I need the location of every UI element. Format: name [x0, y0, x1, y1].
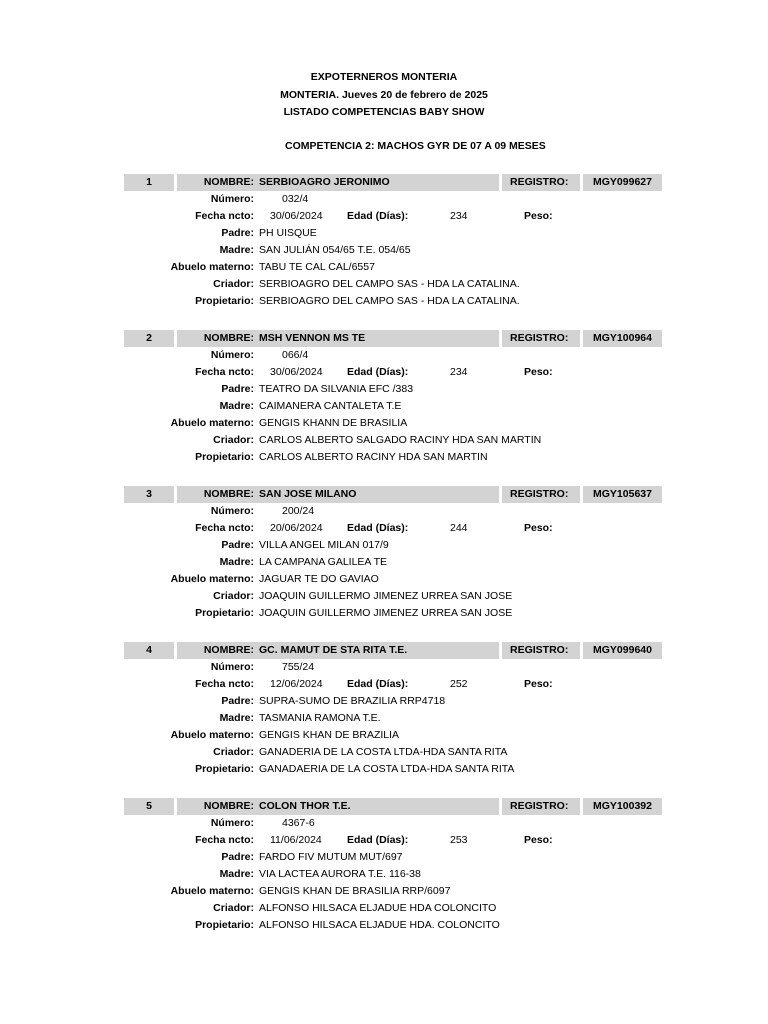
madre-label: Madre: [219, 868, 254, 880]
peso-label: Peso: [524, 366, 553, 378]
criador-value: ALFONSO HILSACA ELJADUE HDA COLONCITO [259, 902, 497, 914]
criador-value: CARLOS ALBERTO SALGADO RACINY HDA SAN MARTIN [259, 434, 542, 446]
entry-name-bar [177, 642, 499, 659]
animal-name: SAN JOSE MILANO [259, 488, 357, 500]
animal-entry [0, 330, 768, 480]
madre-label: Madre: [219, 712, 254, 724]
padre-row [0, 225, 768, 242]
registro-code: MGY099640 [583, 642, 662, 659]
madre-value: SAN JULIÁN 054/65 T.E. 054/65 [259, 244, 411, 256]
entry-number: 3 [124, 486, 174, 503]
fecha-value: 20/06/2024 [270, 522, 323, 534]
edad-label: Edad (Días): [347, 834, 409, 846]
criador-row [0, 744, 768, 761]
peso-label: Peso: [524, 210, 553, 222]
padre-row [0, 849, 768, 866]
criador-value: JOAQUIN GUILLERMO JIMENEZ URREA SAN JOSE [259, 590, 513, 602]
edad-value: 244 [450, 522, 468, 534]
abuelo-row [0, 883, 768, 900]
registro-label-cell [502, 642, 580, 659]
padre-label: Padre: [221, 383, 254, 395]
padre-value: VILLA ANGEL MILAN 017/9 [259, 539, 389, 551]
fecha-row [0, 364, 768, 381]
propietario-value: CARLOS ALBERTO RACINY HDA SAN MARTIN [259, 451, 488, 463]
fecha-label: Fecha ncto: [195, 834, 254, 846]
abuelo-label: Abuelo materno: [170, 885, 254, 897]
numero-value: 4367-6 [282, 817, 315, 829]
numero-value: 200/24 [282, 505, 315, 517]
registro-label: REGISTRO: [510, 176, 569, 188]
padre-label: Padre: [221, 851, 254, 863]
animal-entry [0, 486, 768, 636]
fecha-value: 30/06/2024 [270, 366, 323, 378]
propietario-label: Propietario: [195, 763, 254, 775]
entry-name-bar [177, 174, 499, 191]
animal-entry [0, 642, 768, 792]
nombre-label: NOMBRE: [203, 488, 254, 500]
fecha-row [0, 832, 768, 849]
numero-label: Número: [210, 817, 254, 829]
registro-code: MGY100964 [583, 330, 662, 347]
abuelo-value: GENGIS KHAN DE BRAZILIA [259, 729, 400, 741]
criador-label: Criador: [213, 902, 254, 914]
criador-label: Criador: [213, 746, 254, 758]
fecha-label: Fecha ncto: [195, 522, 254, 534]
padre-value: SUPRA-SUMO DE BRAZILIA RRP4718 [259, 695, 446, 707]
abuelo-row [0, 727, 768, 744]
registro-code: MGY105637 [583, 486, 662, 503]
propietario-row [0, 449, 768, 466]
propietario-label: Propietario: [195, 919, 254, 931]
fecha-value: 12/06/2024 [270, 678, 323, 690]
fecha-row [0, 520, 768, 537]
padre-row [0, 381, 768, 398]
peso-label: Peso: [524, 678, 553, 690]
padre-row [0, 537, 768, 554]
propietario-row [0, 761, 768, 778]
madre-label: Madre: [219, 556, 254, 568]
abuelo-value: GENGIS KHAN DE BRASILIA RRP/6097 [259, 885, 451, 897]
registro-label: REGISTRO: [510, 800, 569, 812]
edad-label: Edad (Días): [347, 366, 409, 378]
padre-label: Padre: [221, 695, 254, 707]
criador-row [0, 432, 768, 449]
padre-value: TEATRO DA SILVANIA EFC /383 [259, 383, 414, 395]
madre-value: CAIMANERA CANTALETA T.E [259, 400, 402, 412]
entry-number: 4 [124, 642, 174, 659]
numero-label: Número: [210, 349, 254, 361]
propietario-label: Propietario: [195, 607, 254, 619]
competition-title: COMPETENCIA 2: MACHOS GYR DE 07 A 09 MESES [285, 140, 546, 152]
propietario-row [0, 605, 768, 622]
abuelo-label: Abuelo materno: [170, 729, 254, 741]
peso-label: Peso: [524, 522, 553, 534]
fecha-label: Fecha ncto: [195, 678, 254, 690]
edad-value: 252 [450, 678, 468, 690]
madre-row [0, 710, 768, 727]
propietario-value: GANADAERIA DE LA COSTA LTDA-HDA SANTA RITA [259, 763, 515, 775]
padre-label: Padre: [221, 539, 254, 551]
madre-label: Madre: [219, 400, 254, 412]
registro-label-cell [502, 330, 580, 347]
madre-value: TASMANIA RAMONA T.E. [259, 712, 381, 724]
animal-name: COLON THOR T.E. [259, 800, 351, 812]
registro-code: MGY099627 [583, 174, 662, 191]
padre-value: PH UISQUE [259, 227, 317, 239]
abuelo-label: Abuelo materno: [170, 573, 254, 585]
entry-name-bar [177, 798, 499, 815]
edad-value: 253 [450, 834, 468, 846]
propietario-row [0, 917, 768, 934]
numero-row [0, 503, 768, 520]
event-date: MONTERIA. Jueves 20 de febrero de 2025 [280, 89, 488, 101]
madre-value: LA CAMPANA GALILEA TE [259, 556, 388, 568]
padre-row [0, 693, 768, 710]
fecha-label: Fecha ncto: [195, 210, 254, 222]
propietario-value: JOAQUIN GUILLERMO JIMENEZ URREA SAN JOSE [259, 607, 513, 619]
madre-row [0, 866, 768, 883]
madre-row [0, 242, 768, 259]
numero-value: 032/4 [282, 193, 309, 205]
registro-label: REGISTRO: [510, 644, 569, 656]
abuelo-value: TABU TE CAL CAL/6557 [259, 261, 375, 273]
numero-row [0, 659, 768, 676]
peso-label: Peso: [524, 834, 553, 846]
madre-value: VIA LACTEA AURORA T.E. 116-38 [259, 868, 421, 880]
entry-number: 5 [124, 798, 174, 815]
padre-label: Padre: [221, 227, 254, 239]
nombre-label: NOMBRE: [203, 176, 254, 188]
propietario-value: ALFONSO HILSACA ELJADUE HDA. COLONCITO [259, 919, 500, 931]
nombre-label: NOMBRE: [203, 644, 254, 656]
propietario-label: Propietario: [195, 451, 254, 463]
animal-name: GC. MAMUT DE STA RITA T.E. [259, 644, 408, 656]
registro-label: REGISTRO: [510, 488, 569, 500]
registro-label: REGISTRO: [510, 332, 569, 344]
nombre-label: NOMBRE: [203, 800, 254, 812]
propietario-label: Propietario: [195, 295, 254, 307]
criador-value: GANADERIA DE LA COSTA LTDA-HDA SANTA RITA [259, 746, 508, 758]
abuelo-row [0, 259, 768, 276]
numero-label: Número: [210, 505, 254, 517]
edad-value: 234 [450, 210, 468, 222]
madre-row [0, 398, 768, 415]
propietario-value: SERBIOAGRO DEL CAMPO SAS - HDA LA CATALINA. [259, 295, 520, 307]
animal-name: MSH VENNON MS TE [259, 332, 366, 344]
fecha-row [0, 208, 768, 225]
propietario-row [0, 293, 768, 310]
numero-value: 066/4 [282, 349, 309, 361]
abuelo-label: Abuelo materno: [170, 261, 254, 273]
nombre-label: NOMBRE: [203, 332, 254, 344]
registro-label-cell [502, 798, 580, 815]
listing-title: LISTADO COMPETENCIAS BABY SHOW [283, 106, 485, 118]
edad-label: Edad (Días): [347, 678, 409, 690]
entry-name-bar [177, 486, 499, 503]
numero-row [0, 191, 768, 208]
registro-code: MGY100392 [583, 798, 662, 815]
entry-number: 2 [124, 330, 174, 347]
edad-label: Edad (Días): [347, 522, 409, 534]
abuelo-row [0, 415, 768, 432]
abuelo-value: GENGIS KHANN DE BRASILIA [259, 417, 408, 429]
criador-row [0, 276, 768, 293]
fecha-row [0, 676, 768, 693]
madre-label: Madre: [219, 244, 254, 256]
entry-name-bar [177, 330, 499, 347]
animal-entry [0, 174, 768, 324]
edad-label: Edad (Días): [347, 210, 409, 222]
padre-value: FARDO FIV MUTUM MUT/697 [259, 851, 403, 863]
criador-value: SERBIOAGRO DEL CAMPO SAS - HDA LA CATALINA. [259, 278, 520, 290]
criador-row [0, 900, 768, 917]
numero-label: Número: [210, 661, 254, 673]
abuelo-row [0, 571, 768, 588]
madre-row [0, 554, 768, 571]
fecha-value: 30/06/2024 [270, 210, 323, 222]
registro-label-cell [502, 486, 580, 503]
criador-label: Criador: [213, 590, 254, 602]
numero-row [0, 815, 768, 832]
criador-label: Criador: [213, 278, 254, 290]
numero-value: 755/24 [282, 661, 315, 673]
numero-label: Número: [210, 193, 254, 205]
fecha-label: Fecha ncto: [195, 366, 254, 378]
edad-value: 234 [450, 366, 468, 378]
fecha-value: 11/06/2024 [270, 834, 322, 846]
registro-label-cell [502, 174, 580, 191]
criador-row [0, 588, 768, 605]
animal-entry [0, 798, 768, 948]
animal-name: SERBIOAGRO JERONIMO [259, 176, 390, 188]
entry-number: 1 [124, 174, 174, 191]
abuelo-value: JAGUAR TE DO GAVIAO [259, 573, 379, 585]
numero-row [0, 347, 768, 364]
event-title: EXPOTERNEROS MONTERIA [310, 71, 458, 83]
criador-label: Criador: [213, 434, 254, 446]
abuelo-label: Abuelo materno: [170, 417, 254, 429]
